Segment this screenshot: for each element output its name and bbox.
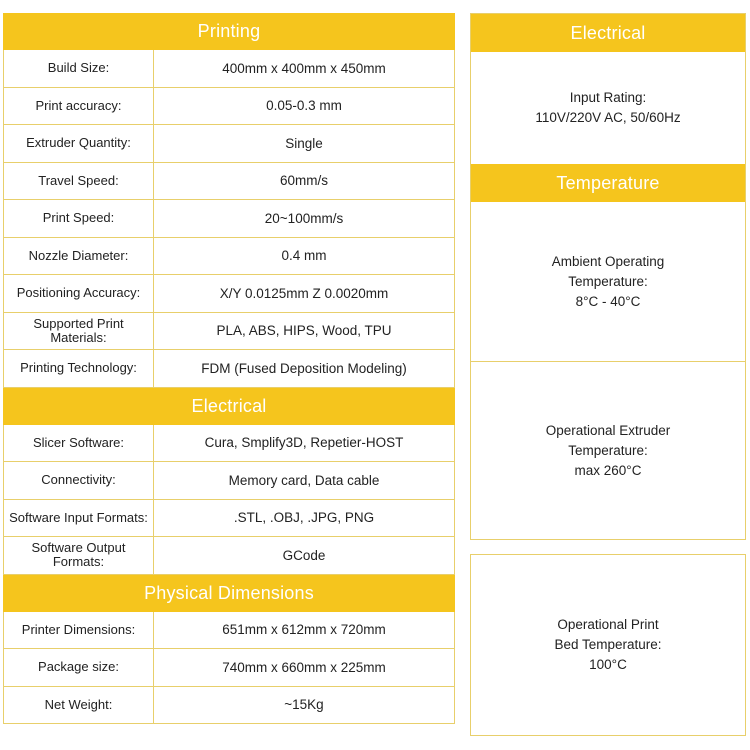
row-label: Printing Technology: bbox=[3, 350, 154, 387]
right-electrical-title: Electrical bbox=[570, 22, 646, 43]
electrical-header-title: Electrical bbox=[191, 395, 267, 416]
physical-dimensions-header bbox=[3, 575, 455, 612]
row-value: 20~100mm/s bbox=[154, 200, 455, 237]
ambient-temperature-box bbox=[471, 202, 745, 362]
row-label: Printer Dimensions: bbox=[3, 612, 154, 649]
row-value: 651mm x 612mm x 720mm bbox=[154, 612, 455, 649]
table-row bbox=[3, 200, 455, 238]
ambient-label-line2: Temperature: bbox=[568, 273, 648, 289]
row-value: 400mm x 400mm x 450mm bbox=[154, 50, 455, 87]
table-row bbox=[3, 687, 455, 725]
printing-header-title: Printing bbox=[197, 21, 261, 41]
bed-temperature-box bbox=[470, 554, 746, 736]
bed-label-line1: Operational Print bbox=[557, 617, 659, 632]
row-value: 740mm x 660mm x 225mm bbox=[154, 649, 455, 686]
row-value: GCode bbox=[154, 537, 455, 574]
row-label: Software Input Formats: bbox=[3, 500, 154, 537]
ambient-label-line1: Ambient Operating bbox=[551, 253, 665, 269]
table-row bbox=[3, 313, 455, 351]
spec-table-left bbox=[3, 13, 455, 724]
row-label: Positioning Accuracy: bbox=[3, 275, 154, 312]
extruder-label-line2: Temperature: bbox=[568, 442, 648, 458]
row-label: Travel Speed: bbox=[3, 163, 154, 200]
extruder-label-line1: Operational Extruder bbox=[545, 422, 671, 438]
row-label: Print accuracy: bbox=[3, 88, 154, 125]
row-label: Extruder Quantity: bbox=[3, 125, 154, 162]
row-label: Supported Print Materials: bbox=[3, 313, 154, 350]
row-value: Memory card, Data cable bbox=[154, 462, 455, 499]
input-rating-box bbox=[471, 52, 745, 164]
table-row bbox=[3, 275, 455, 313]
table-row bbox=[3, 612, 455, 650]
row-value: Cura, Smplify3D, Repetier-HOST bbox=[154, 425, 455, 462]
input-rating-value: 110V/220V AC, 50/60Hz bbox=[535, 110, 681, 125]
row-label: Connectivity: bbox=[3, 462, 154, 499]
physical-dimensions-title: Physical Dimensions bbox=[144, 582, 314, 603]
row-value: ~15Kg bbox=[154, 687, 455, 724]
table-row bbox=[3, 163, 455, 201]
table-row bbox=[3, 125, 455, 163]
extruder-temperature-box bbox=[471, 362, 745, 539]
table-row bbox=[3, 500, 455, 538]
row-label: Nozzle Diameter: bbox=[3, 238, 154, 275]
row-value: X/Y 0.0125mm Z 0.0020mm bbox=[154, 275, 455, 312]
row-label: Build Size: bbox=[3, 50, 154, 87]
row-value: FDM (Fused Deposition Modeling) bbox=[154, 350, 455, 387]
row-value: .STL, .OBJ, .JPG, PNG bbox=[154, 500, 455, 537]
bed-value: 100°C bbox=[589, 657, 627, 672]
table-row bbox=[3, 238, 455, 276]
spec-panel-electrical-temperature bbox=[470, 13, 746, 540]
ambient-value: 8°C - 40°C bbox=[575, 293, 641, 309]
table-row bbox=[3, 425, 455, 463]
temperature-header bbox=[471, 164, 745, 202]
row-label: Net Weight: bbox=[3, 687, 154, 724]
table-row bbox=[3, 649, 455, 687]
temperature-title: Temperature bbox=[556, 172, 660, 193]
row-label: Software Output Formats: bbox=[3, 537, 154, 574]
bed-label-line2: Bed Temperature: bbox=[554, 637, 662, 652]
bed-temperature-content bbox=[471, 555, 745, 735]
row-value: 60mm/s bbox=[154, 163, 455, 200]
table-row bbox=[3, 88, 455, 126]
table-row bbox=[3, 50, 455, 88]
input-rating-label: Input Rating: bbox=[569, 90, 647, 105]
electrical-header bbox=[3, 388, 455, 425]
extruder-value: max 260°C bbox=[574, 462, 642, 478]
table-row bbox=[3, 462, 455, 500]
right-electrical-header bbox=[471, 14, 745, 52]
row-label: Print Speed: bbox=[3, 200, 154, 237]
printing-header bbox=[3, 13, 455, 50]
row-value: 0.4 mm bbox=[154, 238, 455, 275]
row-label: Slicer Software: bbox=[3, 425, 154, 462]
table-row bbox=[3, 350, 455, 388]
row-value: PLA, ABS, HIPS, Wood, TPU bbox=[154, 313, 455, 350]
table-row bbox=[3, 537, 455, 575]
row-value: 0.05-0.3 mm bbox=[154, 88, 455, 125]
row-label: Package size: bbox=[3, 649, 154, 686]
row-value: Single bbox=[154, 125, 455, 162]
